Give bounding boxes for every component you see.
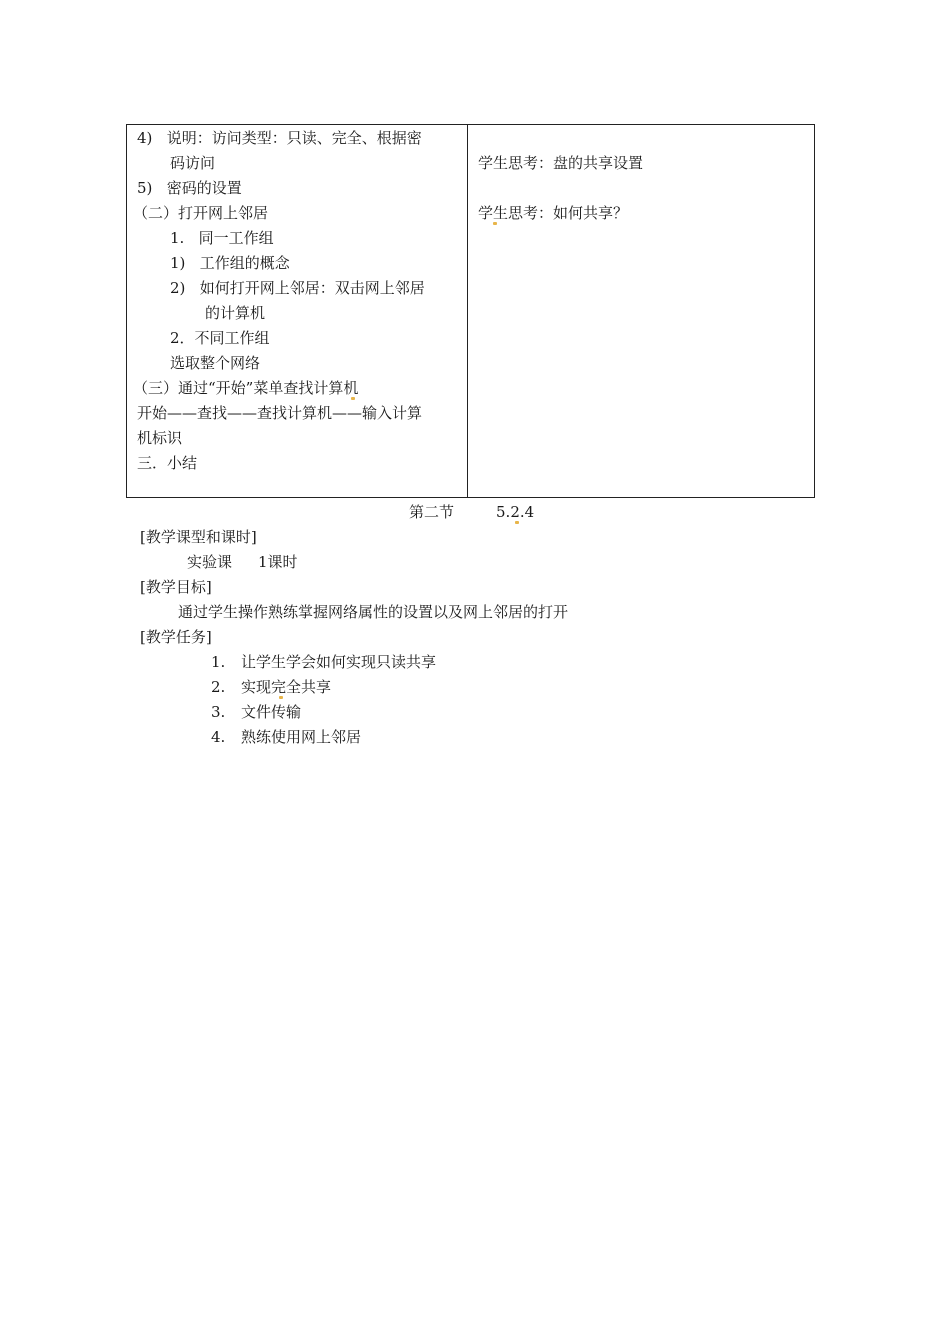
text-line: 开始——查找——查找计算机——输入计算 (137, 404, 423, 422)
task-number: 3. (211, 703, 226, 721)
text-line: 机标识 (137, 429, 183, 447)
task-number: 4. (211, 728, 226, 746)
lesson-type-text: 实验课 (187, 553, 233, 571)
lesson-type-heading: [教学课型和课时] (140, 528, 257, 546)
task-number: 1. (211, 653, 226, 671)
table-cell-left (127, 125, 468, 497)
text-line: 2．不同工作组 (170, 329, 270, 347)
text-segment: （三）通过“开始”菜单查找计算 (133, 379, 344, 397)
text-line: 学生思考：盘的共享设置 (478, 154, 644, 172)
text-line: 三．小结 (137, 454, 198, 472)
goal-text: 通过学生操作熟练掌握网络属性的设置以及网上邻居的打开 (178, 603, 569, 621)
text-line: 4) 说明：访问类型：只读、完全、根据密 (137, 129, 422, 147)
text-line (133, 378, 358, 398)
lesson-type-value (187, 552, 298, 572)
task-heading: [教学任务] (140, 628, 212, 646)
section-label: 第二节 (409, 503, 455, 521)
text-segment: 学生 (478, 204, 509, 222)
goal-heading: [教学目标] (140, 578, 212, 596)
task-item (211, 727, 361, 747)
lesson-hours: 1课时 (258, 553, 298, 571)
task-text: 让学生学会如何实现只读共享 (241, 653, 437, 671)
task-item (211, 677, 331, 697)
text-line: 2) 如何打开网上邻居：双击网上邻居 (170, 279, 425, 297)
text-line: 码访问 (170, 154, 216, 172)
text-line: 1. 同一工作组 (170, 229, 274, 247)
section-number: 5.2.4 (496, 503, 535, 521)
task-item (211, 652, 436, 672)
section-title (409, 502, 534, 522)
table-cell-right (468, 125, 814, 497)
text-line: 选取整个网络 (170, 354, 261, 372)
text-line: （二）打开网上邻居 (133, 204, 269, 222)
task-text: 实 (241, 678, 257, 696)
text-line: 的计算机 (205, 304, 266, 322)
task-text: 现完全 (256, 678, 302, 696)
text-segment: 思考：如何共享？ (508, 204, 629, 222)
task-number: 2. (211, 678, 226, 696)
task-text: 熟练使用网上邻居 (241, 728, 362, 746)
text-segment: 机 (343, 379, 359, 397)
text-line (478, 203, 628, 223)
task-text: 共享 (301, 678, 332, 696)
text-line: 1) 工作组的概念 (170, 254, 290, 272)
text-line: 5) 密码的设置 (137, 179, 242, 197)
task-item (211, 702, 301, 722)
task-text: 文件传输 (241, 703, 302, 721)
lesson-table (126, 124, 815, 498)
